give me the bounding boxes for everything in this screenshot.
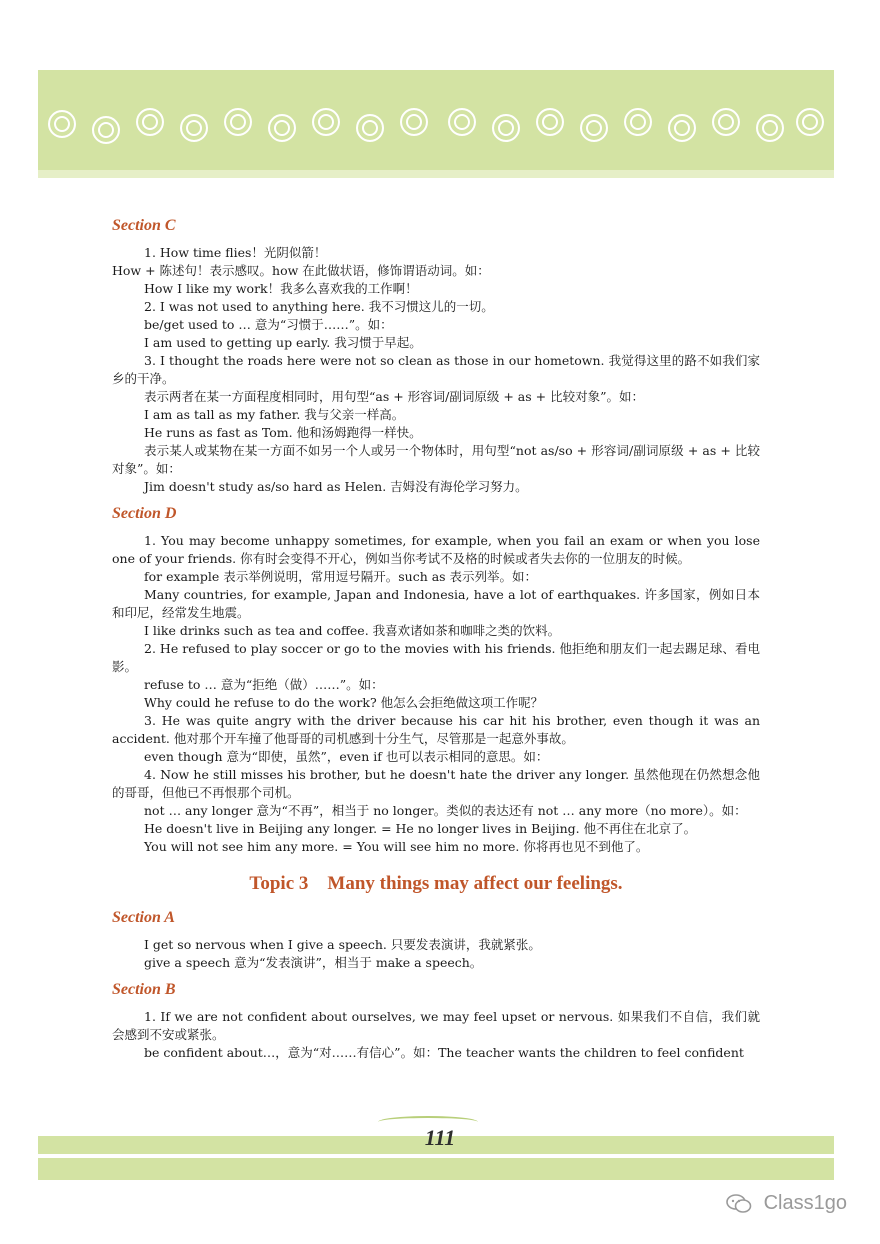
text-line: 表示两者在某一方面程度相同时，用句型“as + 形容词/副词原级 + as + 比较对象”。如： <box>144 389 644 404</box>
text-line: 表示某人或某物在某一方面不如另一个人或另一个物体时，用句型“not as/so + 形容词/副词原级 + as + 比较对象”。如： <box>112 443 760 476</box>
ring-icon <box>136 108 164 136</box>
text-line: be confident about…，意为“对……有信心”。如：The teacher wants the children to feel confident <box>144 1045 744 1060</box>
text-line: even though 意为“即使，虽然”，even if 也可以表示相同的意思。如： <box>144 749 549 764</box>
text-line: I am used to getting up early. 我习惯于早起。 <box>144 335 422 350</box>
topic-title: Topic 3 Many things may affect our feelings. <box>249 873 623 894</box>
section-d-heading: Section D <box>112 505 177 522</box>
text-line: I get so nervous when I give a speech. 只要发表演讲，我就紧张。 <box>144 937 541 952</box>
text-line: I like drinks such as tea and coffee. 我喜欢诸如茶和咖啡之类的饮料。 <box>144 623 561 638</box>
text-line: 2. I was not used to anything here. 我不习惯这儿的一切。 <box>144 299 494 314</box>
decorative-rings <box>48 100 828 144</box>
text-line: Jim doesn't study as/so hard as Helen. 吉姆没有海伦学习努力。 <box>144 479 528 494</box>
text-line: be/get used to … 意为“习惯于……”。如： <box>144 317 393 332</box>
text-line: 3. I thought the roads here were not so clean as those in our hometown. 我觉得这里的路不如我们家乡的干净。 <box>112 353 760 386</box>
ring-icon <box>492 114 520 142</box>
ring-icon <box>580 114 608 142</box>
text-line: I am as tall as my father. 我与父亲一样高。 <box>144 407 405 422</box>
ring-icon <box>48 110 76 138</box>
text-line: not … any longer 意为“不再”，相当于 no longer。类似的表达还有 not … any more（no more）。如： <box>144 803 747 818</box>
ring-icon <box>312 108 340 136</box>
page-body <box>112 214 760 1062</box>
section-b-heading: Section B <box>112 981 176 998</box>
text-line: 1. You may become unhappy sometimes, for example, when you fail an exam or when you lose one of your friends. 你有时会变得不开心，例如当你考试不及格的时候或者失去你的一位朋友的时候。 <box>112 533 760 566</box>
text-line: How I like my work！我多么喜欢我的工作啊！ <box>144 281 418 296</box>
section-c-heading: Section C <box>112 217 176 234</box>
ring-icon <box>796 108 824 136</box>
ring-icon <box>92 116 120 144</box>
text-line: Why could he refuse to do the work? 他怎么会拒绝做这项工作呢？ <box>144 695 544 710</box>
text-line: How + 陈述句！表示感叹。how 在此做状语，修饰谓语动词。如： <box>112 263 490 278</box>
ring-icon <box>180 114 208 142</box>
text-line: He runs as fast as Tom. 他和汤姆跑得一样快。 <box>144 425 422 440</box>
watermark <box>726 1186 847 1220</box>
watermark-text: Class1go <box>763 1192 847 1214</box>
text-line: 1. How time flies！光阴似箭！ <box>144 245 327 260</box>
ring-icon <box>756 114 784 142</box>
text-line: 1. If we are not confident about ourselves, we may feel upset or nervous. 如果我们不自信，我们就会感到不安或紧张。 <box>112 1009 760 1042</box>
ring-icon <box>668 114 696 142</box>
text-line: 2. He refused to play soccer or go to the movies with his friends. 他拒绝和朋友们一起去踢足球、看电影。 <box>112 641 760 674</box>
ring-icon <box>224 108 252 136</box>
page-number: 111 <box>424 1125 456 1150</box>
ring-icon <box>400 108 428 136</box>
text-line: You will not see him any more. = You will see him no more. 你将再也见不到他了。 <box>144 839 649 854</box>
text-line: 3. He was quite angry with the driver because his car hit his brother, even though it was an accident. 他对那个开车撞了他哥哥的司机感到十分生气，尽管那是一起意外事故。 <box>112 713 760 746</box>
ring-icon <box>624 108 652 136</box>
ring-icon <box>536 108 564 136</box>
text-line: for example 表示举例说明，常用逗号隔开。such as 表示列举。如： <box>144 569 538 584</box>
text-line: give a speech 意为“发表演讲”，相当于 make a speech。 <box>144 955 483 970</box>
ring-icon <box>712 108 740 136</box>
text-line: 4. Now he still misses his brother, but he doesn't hate the driver any longer. 虽然他现在仍然想念他的哥哥，但他已不再恨那个司机。 <box>112 767 760 800</box>
ring-icon <box>268 114 296 142</box>
ring-icon <box>448 108 476 136</box>
ring-icon <box>356 114 384 142</box>
footer-bar-lower <box>38 1158 834 1180</box>
section-a-heading: Section A <box>112 909 175 926</box>
text-line: He doesn't live in Beijing any longer. = He no longer lives in Beijing. 他不再住在北京了。 <box>144 821 697 836</box>
text-line: Many countries, for example, Japan and Indonesia, have a lot of earthquakes. 许多国家，例如日本和印尼，经常发生地震。 <box>112 587 760 620</box>
wechat-icon <box>726 1193 752 1215</box>
header-stripe <box>38 170 834 178</box>
text-line: refuse to … 意为“拒绝（做）……”。如： <box>144 677 384 692</box>
